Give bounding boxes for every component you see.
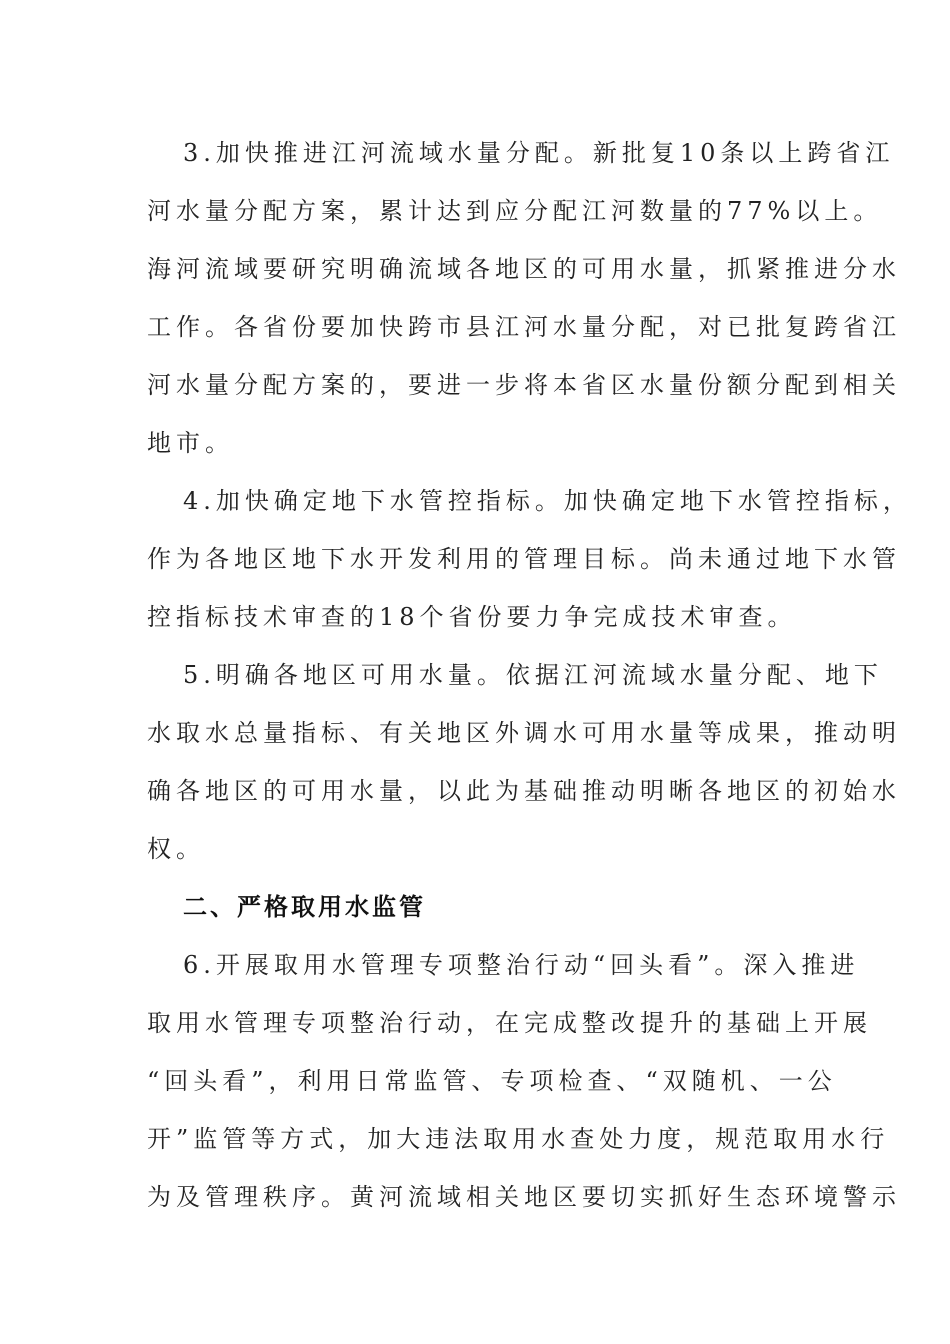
section-heading: 二、严格取用水监管 (183, 893, 426, 921)
paragraph-line: 为及管理秩序。黄河流域相关地区要切实抓好生态环境警示 (147, 1183, 901, 1211)
paragraph-line: 4.加快确定地下水管控指标。加快确定地下水管控指标， (183, 487, 912, 515)
paragraph-line: 海河流域要研究明确流域各地区的可用水量，抓紧推进分水 (147, 255, 901, 283)
paragraph-line: 控指标技术审查的18个省份要力争完成技术审查。 (147, 603, 797, 631)
paragraph-line: 5.明确各地区可用水量。依据江河流域水量分配、地下 (183, 661, 883, 689)
paragraph-line: 开”监管等方式，加大违法取用水查处力度，规范取用水行 (147, 1125, 890, 1153)
paragraph-line: 确各地区的可用水量，以此为基础推动明晰各地区的初始水 (147, 777, 901, 805)
paragraph-line: 作为各地区地下水开发利用的管理目标。尚未通过地下水管 (147, 545, 901, 573)
paragraph-line: 河水量分配方案，累计达到应分配江河数量的77%以上。 (147, 197, 883, 225)
paragraph-line: 水取水总量指标、有关地区外调水可用水量等成果，推动明 (147, 719, 901, 747)
paragraph-line: 6.开展取用水管理专项整治行动“回头看”。深入推进 (183, 951, 860, 979)
paragraph-line: 工作。各省份要加快跨市县江河水量分配，对已批复跨省江 (147, 313, 901, 341)
paragraph-line: 权。 (147, 835, 205, 863)
paragraph-line: 河水量分配方案的，要进一步将本省区水量份额分配到相关 (147, 371, 901, 399)
paragraph-line: 地市。 (147, 429, 234, 457)
paragraph-line: “回头看”，利用日常监管、专项检查、“双随机、一公 (147, 1067, 837, 1095)
paragraph-line: 3.加快推进江河流域水量分配。新批复10条以上跨省江 (183, 139, 895, 167)
paragraph-line: 取用水管理专项整治行动，在完成整改提升的基础上开展 (147, 1009, 872, 1037)
